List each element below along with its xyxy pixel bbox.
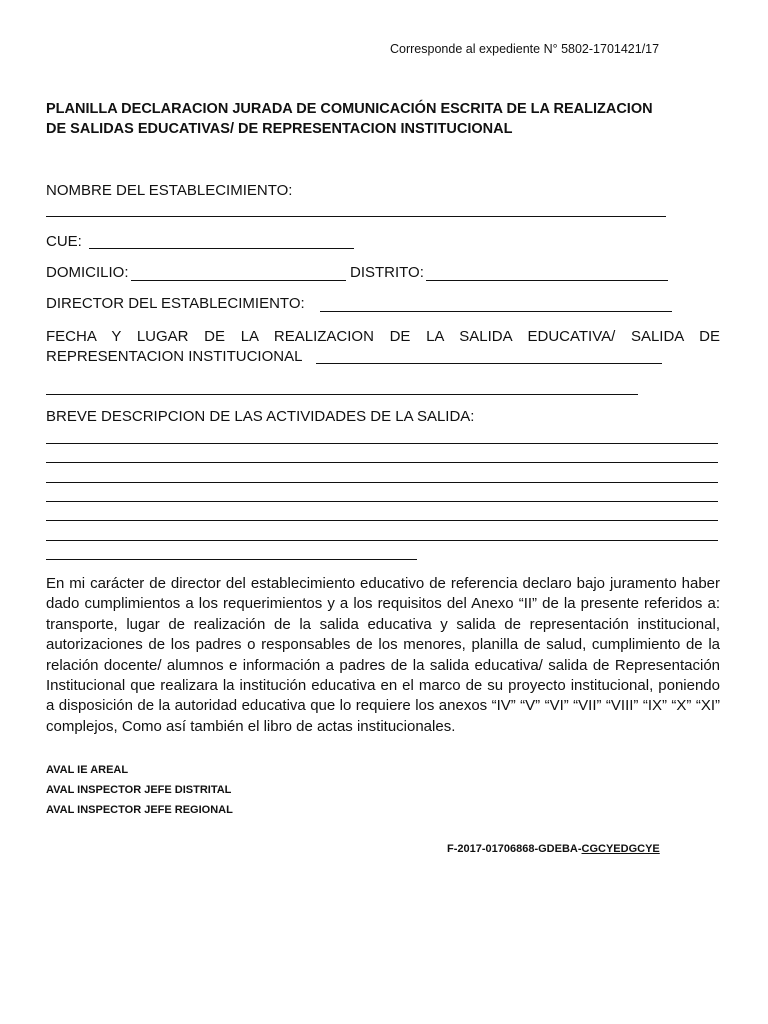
document-code-prefix: F-2017-01706868-GDEBA- xyxy=(447,843,582,855)
descripcion-line[interactable] xyxy=(46,540,718,541)
fecha-lugar-label-line-1: FECHA Y LUGAR DE LA REALIZACION DE LA SALIDA EDUCATIVA/ SALIDA DE xyxy=(46,328,720,345)
descripcion-line[interactable] xyxy=(46,520,718,521)
aval-inspector-distrital: AVAL INSPECTOR JEFE DISTRITAL xyxy=(46,784,232,796)
establecimiento-input-line[interactable] xyxy=(46,216,666,217)
fecha-lugar-input-line[interactable] xyxy=(316,363,662,364)
form-title-line-1: PLANILLA DECLARACION JURADA DE COMUNICACIÓN ESCRITA DE LA REALIZACION xyxy=(46,101,653,117)
cue-input-line[interactable] xyxy=(89,248,354,249)
establecimiento-label: NOMBRE DEL ESTABLECIMIENTO: xyxy=(46,182,293,199)
descripcion-label: BREVE DESCRIPCION DE LAS ACTIVIDADES DE LA SALIDA: xyxy=(46,408,475,425)
form-title-line-2: DE SALIDAS EDUCATIVAS/ DE REPRESENTACION INSTITUCIONAL xyxy=(46,121,513,137)
director-input-line[interactable] xyxy=(320,311,672,312)
distrito-input-line[interactable] xyxy=(426,280,668,281)
declaration-paragraph: En mi carácter de director del establecimiento educativo de referencia declaro bajo juramento haber dado cumplimientos a los requerimientos y a los requisitos del Anexo “II” de la presente referidos a: transporte, lugar de realización de la salida educativa y salida de representación institucional, autorizaciones de los padres o responsables de los menores, planilla de salud, cumplimiento de la relación docente/ alumnos e información a padres de la salida educativa/ salida de Representación Institucional que realizara la institución educativa en el marco de su proyecto institucional, poniendo a disposición de la autoridad educativa que lo requiere los anexos “IV” “V” “VI” “VII” “VIII” “IX” “X” “XI” complejos, Como así también el libro de actas institucionales. xyxy=(46,575,720,735)
distrito-label: DISTRITO: xyxy=(350,264,424,281)
document-code xyxy=(447,843,660,855)
descripcion-line[interactable] xyxy=(46,443,718,444)
domicilio-label: DOMICILIO: xyxy=(46,264,129,281)
document-code-suffix: CGCYEDGCYE xyxy=(581,843,660,855)
fecha-lugar-input-line-2[interactable] xyxy=(46,394,638,395)
director-label: DIRECTOR DEL ESTABLECIMIENTO: xyxy=(46,295,305,312)
fecha-lugar-label-line-2: REPRESENTACION INSTITUCIONAL xyxy=(46,348,303,365)
aval-ie-areal: AVAL IE AREAL xyxy=(46,764,129,776)
domicilio-input-line[interactable] xyxy=(131,280,346,281)
descripcion-line[interactable] xyxy=(46,559,417,560)
expediente-reference: Corresponde al expediente N° 5802-1701421/17 xyxy=(390,42,660,56)
aval-inspector-regional: AVAL INSPECTOR JEFE REGIONAL xyxy=(46,804,233,816)
descripcion-line[interactable] xyxy=(46,501,718,502)
descripcion-line[interactable] xyxy=(46,482,718,483)
descripcion-line[interactable] xyxy=(46,462,718,463)
cue-label: CUE: xyxy=(46,233,82,250)
